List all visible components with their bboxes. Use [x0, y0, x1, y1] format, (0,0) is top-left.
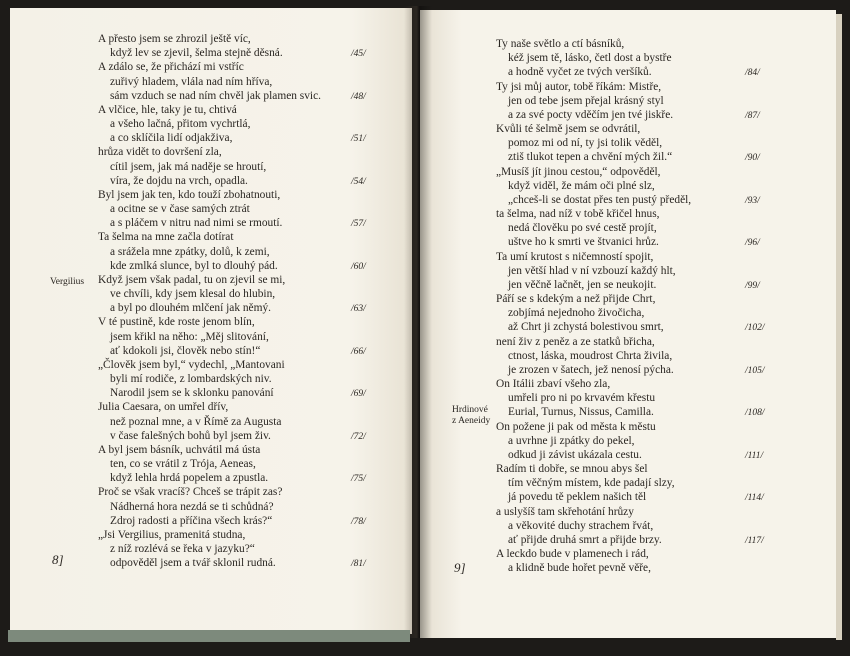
verse-number: /108/	[745, 408, 765, 419]
verse-number: /96/	[745, 238, 760, 249]
verse-line: pomoz mi od ní, ty jsi tolik věděl,	[508, 137, 663, 150]
verse-line: Byl jsem jak ten, kdo touží zbohatnouti,	[98, 188, 281, 201]
verse-line: V té pustině, kde roste jenom blín,	[98, 316, 255, 329]
verse-line: nedá člověku po své cestě projít,	[508, 222, 657, 235]
verse-line: není živ z peněz a ze statků břicha,	[496, 335, 655, 348]
verse-line: byli mí rodiče, z lombardských niv.	[110, 373, 272, 386]
verse-line: jsem křikl na něho: „Měj slitování,	[110, 330, 269, 343]
verse-line: když viděl, že mám oči plné slz,	[508, 179, 655, 192]
verse-line: a uvrhne ji zpátky do pekel,	[508, 434, 635, 447]
verse-line: Páří se s kdekým a než přijde Chrt,	[496, 293, 656, 306]
speaker-label: Vergilius	[50, 276, 85, 287]
verse-number: /81/	[351, 559, 366, 570]
verse-line: já povedu tě peklem našich těl	[508, 491, 647, 504]
verse-number: /99/	[745, 280, 760, 291]
verse-number: /84/	[745, 68, 760, 79]
verse-number: /66/	[351, 346, 366, 357]
verse-line: kde zmlká slunce, byl to dlouhý pád.	[110, 259, 278, 272]
verse-line: odkud ji závist ukázala cestu.	[508, 448, 642, 461]
book-spine	[404, 6, 432, 638]
verse-line: jen od tebe jsem přejal krásný styl	[508, 94, 664, 107]
verse-line: zobjímá nejednoho živočicha,	[508, 307, 645, 320]
verse-line: tím věčným místem, kde padají slzy,	[508, 477, 675, 490]
verse-line: a uslyšíš tam skřehotání hrůzy	[496, 505, 634, 518]
verse-number: /90/	[745, 153, 760, 164]
verse-line: když lev se zjevil, šelma stejně děsná.	[110, 47, 283, 60]
verse-number: /63/	[351, 304, 366, 315]
verse-number: /102/	[745, 323, 765, 334]
verse-line: A zdálo se, že přichází mi vstříc	[98, 61, 244, 74]
verse-line: ať přijde druhá smrt a přijde brzy.	[508, 533, 662, 546]
speaker-label: z Aeneidy	[452, 416, 491, 427]
verse-line: On Itálii zbaví všeho zla,	[496, 378, 611, 391]
verse-line: a s pláčem v nitru nad nimi se rmoutí.	[110, 217, 283, 230]
verse-line: ve chvíli, kdy jsem klesal do hlubin,	[110, 288, 276, 301]
verse-line: sám vzduch se nad ním chvěl jak plamen svic.	[110, 89, 321, 102]
verse-number: /117/	[745, 535, 764, 546]
verse-line: On požene ji pak od města k městu	[496, 420, 656, 433]
verse-line: ctnost, láska, moudrost Chrta živila,	[508, 349, 673, 362]
verse-line: Když jsem však padal, tu on zjevil se mi,	[98, 273, 286, 286]
verse-line: Nádherná hora nezdá se ti schůdná?	[110, 500, 274, 513]
verse-line: Proč se však vracíš? Chceš se trápit zas?	[98, 486, 283, 499]
page-edges	[836, 14, 842, 640]
verse-line: A leckdo bude v plamenech i rád,	[496, 548, 649, 561]
verse-line: a hodně vyčet ze tvých veršíků.	[508, 66, 652, 79]
verse-line: a klidně bude hořet pevně věře,	[508, 562, 651, 575]
verse-line: umřeli pro ni po krvavém křestu	[508, 392, 656, 405]
verse-line: jen věčně lačnět, jen se neukojit.	[508, 278, 657, 291]
verse-number: /72/	[351, 431, 366, 442]
verse-number: /87/	[745, 110, 760, 121]
verse-line: Ta umí krutost s ničemností spojit,	[496, 250, 654, 263]
verse-line: cítil jsem, jak má naděje se hroutí,	[110, 160, 267, 173]
verse-line: zuřivý hladem, vlála nad ním hříva,	[110, 75, 273, 88]
verse-number: /60/	[351, 261, 366, 272]
verse-line: a co sklíčila lidí odjakživa,	[110, 132, 233, 145]
verse-line: uštve ho k smrti ve štvanici hrůz.	[508, 236, 659, 249]
verse-number: /45/	[351, 49, 366, 60]
verse-line: a věkovité duchy strachem řvát,	[508, 519, 654, 532]
verse-line: a srážela mne zpátky, dolů, k zemi,	[110, 245, 270, 258]
verse-line: Ta šelma na mne začla dotírat	[98, 231, 234, 244]
page-number: 8]	[52, 552, 64, 567]
verse-line: ta šelma, nad níž v tobě křičel hnus,	[496, 208, 660, 221]
right-page	[420, 10, 836, 638]
speaker-label: Hrdinové	[452, 405, 488, 416]
verse-line: „chceš-li se dostat přes ten pustý předěl,	[508, 193, 692, 206]
verse-number: /93/	[745, 195, 760, 206]
verse-line: Eurial, Turnus, Nissus, Camilla.	[508, 406, 654, 419]
page-number: 9]	[454, 560, 466, 575]
verse-line: když lehla hrdá popelem a zpustla.	[110, 472, 269, 485]
verse-line: ztiš tlukot tepen a chvění mých žil.“	[508, 151, 673, 164]
verse-line: A přesto jsem se zhrozil ještě víc,	[98, 33, 251, 45]
verse-line: Kvůli té šelmě jsem se odvrátil,	[496, 123, 641, 136]
verse-number: /54/	[351, 176, 366, 187]
verse-line: víra, že dojdu na vrch, opadla.	[110, 174, 248, 187]
verse-line: z níž rozlévá se řeka v jazyku?“	[110, 543, 255, 556]
verse-number: /78/	[351, 516, 366, 527]
verse-number: /51/	[351, 134, 366, 145]
verse-number: /111/	[745, 450, 764, 461]
verse-number: /57/	[351, 219, 366, 230]
verse-line: než poznal mne, a v Římě za Augusta	[110, 415, 282, 428]
verse-number: /105/	[745, 365, 765, 376]
verse-line: kéž jsem tě, lásko, četl dost a bystře	[508, 52, 672, 65]
verse-line: a byl po dlouhém mlčení jak němý.	[110, 302, 272, 315]
verse-line: A vlčice, hle, taky je tu, chtivá	[98, 103, 237, 116]
verse-line: „Musíš jít jinou cestou,“ odpověděl,	[496, 165, 661, 178]
verse-line: hrůza vidět to dovršení zla,	[98, 146, 222, 159]
verse-line: Ty jsi můj autor, tobě říkám: Mistře,	[496, 80, 662, 93]
verse-line: Narodil jsem se k sklonku panování	[110, 387, 274, 400]
verse-line: Radím ti dobře, se mnou abys šel	[496, 463, 648, 476]
verse-line: v čase falešných bohů byl jsem živ.	[110, 429, 271, 442]
verse-number: /75/	[351, 474, 366, 485]
verse-line: jen větší hlad v ní vzbouzí každý hlt,	[508, 264, 676, 277]
book-cover-edge	[8, 630, 410, 642]
verse-line: Zdroj radosti a příčina všech krás?“	[110, 514, 273, 527]
verse-line: ať kdokoli jsi, člověk nebo stín!“	[110, 344, 261, 357]
verse-line: až Chrt ji zchystá bolestivou smrt,	[508, 321, 664, 334]
verse-number: /69/	[351, 389, 366, 400]
verse-line: a ocitne se v čase samých ztrát	[110, 203, 250, 216]
verse-line: a za své pocty vděčím jen tvé jiskře.	[508, 108, 674, 121]
verse-line: ten, co se vrátil z Trója, Aeneas,	[110, 458, 256, 471]
left-page	[10, 8, 412, 634]
verse-line: „Jsi Vergilius, pramenitá studna,	[98, 528, 246, 541]
verse-line: „Člověk jsem byl,“ vydechl, „Mantovani	[98, 358, 285, 371]
verse-line: je zrozen v šatech, jež nenosí pýcha.	[508, 363, 674, 376]
verse-number: /114/	[745, 493, 764, 504]
verse-line: Ty naše světlo a ctí básníků,	[496, 38, 625, 50]
verse-line: odpověděl jsem a tvář sklonil rudná.	[110, 557, 276, 570]
verse-number: /48/	[351, 91, 366, 102]
verse-line: A byl jsem básník, uchvátil má ústa	[98, 443, 261, 456]
verse-line: a všeho lačná, přitom vychrtlá,	[110, 118, 251, 131]
verse-line: Julia Caesara, on umřel dřív,	[98, 401, 229, 414]
